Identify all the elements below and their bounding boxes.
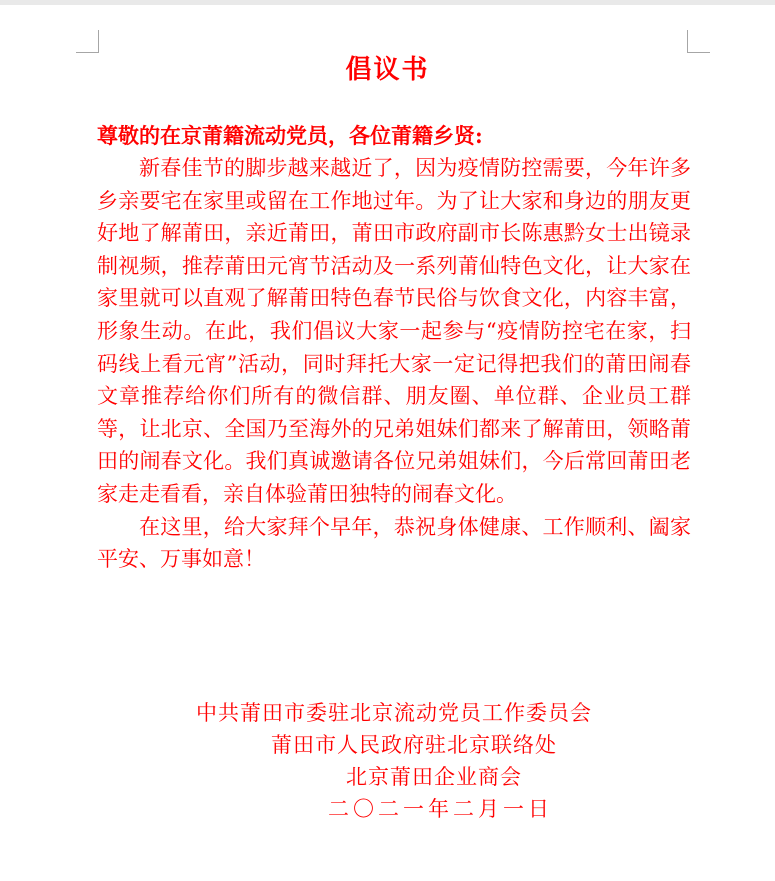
body-paragraph-2: 在这里，给大家拜个早年，恭祝身体健康、工作顺利、阖家平安、万事如意！ bbox=[97, 514, 691, 572]
page-margin-corner-top-left bbox=[76, 30, 99, 53]
signature-chamber-of-commerce: 北京莆田企业商会 bbox=[346, 765, 522, 789]
document-date: 二〇二一年二月一日 bbox=[328, 797, 553, 821]
signature-party-committee: 中共莆田市委驻北京流动党员工作委员会 bbox=[196, 701, 592, 725]
document-body bbox=[97, 152, 691, 576]
body-paragraph-1: 新春佳节的脚步越来越近了，因为疫情防控需要，今年许多乡亲要宅在家里或留在工作地过年。为了让大家和身边的朋友更好地了解莆田，亲近莆田，莆田市政府副市长陈惠黔女士出镜录制视频，推荐莆田元宵节活动及一系列莆仙特色文化，让大家在家里就可以直观了解莆田特色春节民俗与饮食文化，内容丰富，形象生动。在此，我们倡议大家一起参与“疫情防控宅在家，扫码线上看元宵”活动，同时拜托大家一定记得把我们的莆田闹春文章推荐给你们所有的微信群、朋友圈、单位群、企业员工群等，让北京、全国乃至海外的兄弟姐妹们都来了解莆田，领略莆田的闹春文化。我们真诚邀请各位兄弟姐妹们，今后常回莆田老家走走看看，亲自体验莆田独特的闹春文化。 bbox=[97, 156, 691, 506]
signature-liaison-office: 莆田市人民政府驻北京联络处 bbox=[271, 733, 557, 757]
page-margin-corner-top-right bbox=[687, 30, 710, 53]
salutation: 尊敬的在京莆籍流动党员，各位莆籍乡贤: bbox=[97, 123, 483, 148]
document-title: 倡议书 bbox=[345, 55, 430, 85]
top-toolbar-edge bbox=[0, 0, 775, 5]
